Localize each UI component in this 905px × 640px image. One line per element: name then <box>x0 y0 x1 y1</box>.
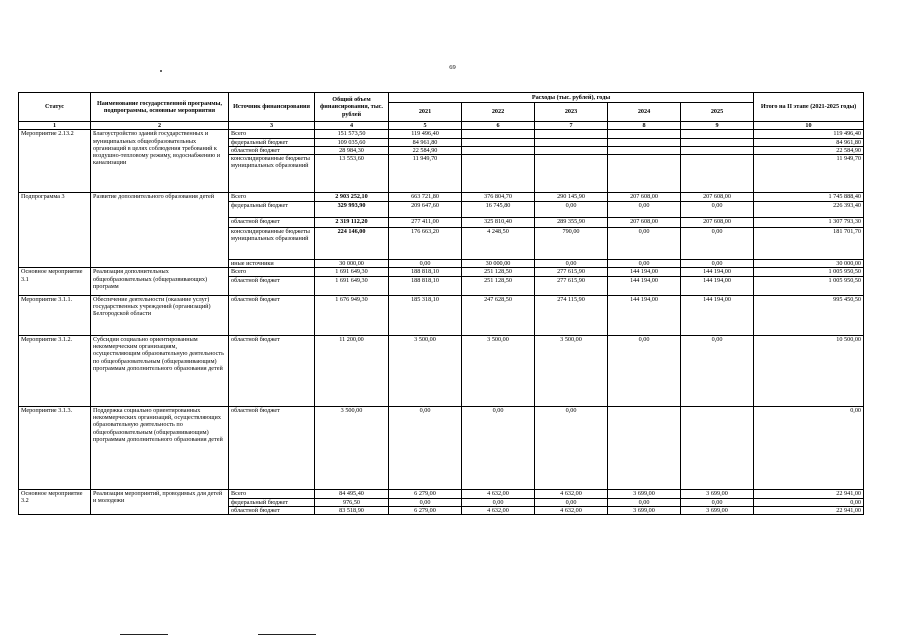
cell-year-value: 0,00 <box>462 498 535 506</box>
cell-year-value: 119 496,40 <box>389 130 462 138</box>
cell-stage-total: 119 496,40 <box>754 130 864 138</box>
cell-year-value: 0,00 <box>535 406 608 489</box>
table-row <box>19 193 864 202</box>
column-index: 6 <box>462 122 535 130</box>
cell-stage-total: 22 584,90 <box>754 146 864 154</box>
cell-year-value: 207 608,00 <box>681 193 754 202</box>
cell-year-value: 3 699,00 <box>681 489 754 498</box>
cell-year-value: 4 632,00 <box>462 489 535 498</box>
header-year: 2023 <box>535 103 608 122</box>
header-year: 2024 <box>608 103 681 122</box>
cell-year-value: 0,00 <box>681 498 754 506</box>
cell-total: 1 691 649,30 <box>315 268 389 276</box>
footer-rule <box>258 634 316 635</box>
header-expenses: Расходы (тыс. рублей), годы <box>389 93 754 103</box>
cell-total: 11 200,00 <box>315 335 389 406</box>
cell-year-value <box>462 155 535 193</box>
table-row <box>19 268 864 276</box>
row-source: иные источники <box>229 260 315 268</box>
cell-year-value: 207 608,00 <box>681 218 754 228</box>
page-number: 69 <box>449 64 456 71</box>
cell-year-value: 0,00 <box>535 498 608 506</box>
row-source: областной бюджет <box>229 335 315 406</box>
cell-year-value: 3 500,00 <box>389 335 462 406</box>
cell-year-value: 4 632,00 <box>535 507 608 515</box>
cell-year-value <box>535 130 608 138</box>
cell-year-value: 0,00 <box>608 335 681 406</box>
cell-total: 109 035,60 <box>315 138 389 146</box>
row-source: областной бюджет <box>229 146 315 154</box>
cell-total: 976,50 <box>315 498 389 506</box>
cell-stage-total: 22 941,00 <box>754 507 864 515</box>
cell-year-value <box>681 406 754 489</box>
cell-total: 3 500,00 <box>315 406 389 489</box>
cell-stage-total: 1 307 793,30 <box>754 218 864 228</box>
footer-rule <box>120 634 168 635</box>
cell-stage-total: 0,00 <box>754 406 864 489</box>
row-status: Подпрограмма 3 <box>19 193 91 268</box>
cell-year-value <box>608 155 681 193</box>
column-index: 7 <box>535 122 608 130</box>
cell-year-value <box>608 138 681 146</box>
cell-year-value: 663 721,80 <box>389 193 462 202</box>
column-index: 8 <box>608 122 681 130</box>
cell-year-value: 144 194,00 <box>608 295 681 335</box>
cell-year-value: 11 949,70 <box>389 155 462 193</box>
financing-table <box>18 92 864 515</box>
cell-year-value: 22 584,90 <box>389 146 462 154</box>
cell-year-value <box>462 138 535 146</box>
cell-year-value: 144 194,00 <box>681 268 754 276</box>
scan-dot <box>160 70 162 72</box>
cell-year-value: 3 500,00 <box>462 335 535 406</box>
cell-year-value <box>535 146 608 154</box>
cell-year-value <box>462 130 535 138</box>
row-source: консолидированные бюджеты муниципальных образований <box>229 155 315 193</box>
cell-year-value: 176 663,20 <box>389 228 462 260</box>
cell-year-value: 0,00 <box>681 202 754 218</box>
column-index: 5 <box>389 122 462 130</box>
row-name: Обеспечение деятельности (оказание услуг) государственных учреждений (организаций) Белгородской области <box>91 295 229 335</box>
column-index: 2 <box>91 122 229 130</box>
column-index: 4 <box>315 122 389 130</box>
table-row <box>19 489 864 498</box>
cell-total: 2 903 252,10 <box>315 193 389 202</box>
row-source: Всего <box>229 193 315 202</box>
table-row <box>19 295 864 335</box>
cell-year-value <box>608 406 681 489</box>
table-header <box>19 93 864 130</box>
row-source: Всего <box>229 130 315 138</box>
row-name: Поддержка социально ориентированных некоммерческих организаций, осуществляющих образовательную деятельность по общеобразовательным (общеразвивающим) программам дополнительного образования детей <box>91 406 229 489</box>
cell-year-value <box>462 146 535 154</box>
cell-year-value: 144 194,00 <box>608 268 681 276</box>
cell-total: 1 691 649,30 <box>315 276 389 295</box>
cell-year-value: 0,00 <box>535 260 608 268</box>
cell-year-value <box>608 130 681 138</box>
header-year: 2025 <box>681 103 754 122</box>
row-name: Субсидии социально ориентированным некоммерческим организациям, осуществляющим образовательную деятельность по общеобразовательным (общеразвивающим) программам дополнительного образования детей <box>91 335 229 406</box>
header-stage-total: Итого на II этапе (2021-2025 годы) <box>754 93 864 122</box>
cell-total: 224 146,00 <box>315 228 389 260</box>
cell-year-value: 0,00 <box>681 228 754 260</box>
cell-year-value: 277 411,00 <box>389 218 462 228</box>
cell-stage-total: 11 949,70 <box>754 155 864 193</box>
cell-year-value: 0,00 <box>535 202 608 218</box>
cell-year-value: 3 699,00 <box>681 507 754 515</box>
cell-year-value: 325 810,40 <box>462 218 535 228</box>
cell-year-value <box>681 146 754 154</box>
row-source: Всего <box>229 489 315 498</box>
cell-total: 2 319 112,20 <box>315 218 389 228</box>
cell-year-value: 185 318,10 <box>389 295 462 335</box>
row-status: Мероприятие 3.1.3. <box>19 406 91 489</box>
cell-stage-total: 226 393,40 <box>754 202 864 218</box>
cell-total: 30 000,00 <box>315 260 389 268</box>
cell-year-value: 0,00 <box>608 202 681 218</box>
table-row <box>19 130 864 138</box>
row-source: областной бюджет <box>229 406 315 489</box>
row-source: консолидированные бюджеты муниципальных образований <box>229 228 315 260</box>
row-source: федеральный бюджет <box>229 138 315 146</box>
cell-total: 151 573,50 <box>315 130 389 138</box>
column-index: 9 <box>681 122 754 130</box>
row-source: областной бюджет <box>229 276 315 295</box>
cell-year-value: 274 115,90 <box>535 295 608 335</box>
table-row <box>19 406 864 489</box>
cell-year-value: 209 647,60 <box>389 202 462 218</box>
cell-year-value: 4 632,00 <box>535 489 608 498</box>
header-total: Общий объем финансирования, тыс. рублей <box>315 93 389 122</box>
cell-year-value: 16 745,80 <box>462 202 535 218</box>
column-index: 1 <box>19 122 91 130</box>
cell-year-value <box>681 155 754 193</box>
cell-year-value: 144 194,00 <box>681 276 754 295</box>
row-source: федеральный бюджет <box>229 498 315 506</box>
financing-table-wrapper <box>18 92 863 515</box>
cell-year-value: 4 248,50 <box>462 228 535 260</box>
cell-year-value: 277 615,90 <box>535 268 608 276</box>
cell-stage-total: 30 000,00 <box>754 260 864 268</box>
row-status: Мероприятие 2.13.2 <box>19 130 91 193</box>
row-source: Всего <box>229 268 315 276</box>
cell-year-value: 0,00 <box>389 406 462 489</box>
cell-year-value: 6 279,00 <box>389 489 462 498</box>
row-source: областной бюджет <box>229 218 315 228</box>
cell-year-value: 289 355,90 <box>535 218 608 228</box>
cell-year-value: 376 804,70 <box>462 193 535 202</box>
cell-year-value: 6 279,00 <box>389 507 462 515</box>
cell-year-value: 3 500,00 <box>535 335 608 406</box>
row-source: областной бюджет <box>229 507 315 515</box>
cell-year-value: 0,00 <box>389 498 462 506</box>
table-row <box>19 335 864 406</box>
cell-stage-total: 1 745 888,40 <box>754 193 864 202</box>
header-status: Статус <box>19 93 91 122</box>
cell-stage-total: 1 005 950,50 <box>754 276 864 295</box>
cell-year-value: 3 699,00 <box>608 489 681 498</box>
cell-total: 13 553,60 <box>315 155 389 193</box>
cell-year-value: 0,00 <box>608 260 681 268</box>
cell-year-value <box>535 138 608 146</box>
cell-stage-total: 1 005 950,50 <box>754 268 864 276</box>
cell-total: 329 993,90 <box>315 202 389 218</box>
row-source: федеральный бюджет <box>229 202 315 218</box>
cell-year-value: 0,00 <box>389 260 462 268</box>
row-status: Основное мероприятие 3.2 <box>19 489 91 515</box>
cell-year-value: 30 000,00 <box>462 260 535 268</box>
cell-year-value <box>535 155 608 193</box>
row-status: Мероприятие 3.1.1. <box>19 295 91 335</box>
header-source: Источник финансирования <box>229 93 315 122</box>
column-index-row <box>19 122 864 130</box>
cell-total: 84 495,40 <box>315 489 389 498</box>
cell-stage-total: 10 500,00 <box>754 335 864 406</box>
cell-year-value: 0,00 <box>681 260 754 268</box>
column-index: 10 <box>754 122 864 130</box>
cell-year-value: 0,00 <box>608 498 681 506</box>
cell-total: 1 676 949,30 <box>315 295 389 335</box>
cell-year-value <box>681 130 754 138</box>
row-name: Реализация мероприятий, проводимых для детей и молодежи <box>91 489 229 515</box>
row-status: Мероприятие 3.1.2. <box>19 335 91 406</box>
cell-year-value: 290 145,90 <box>535 193 608 202</box>
cell-year-value: 144 194,00 <box>608 276 681 295</box>
cell-year-value: 0,00 <box>608 228 681 260</box>
column-index: 3 <box>229 122 315 130</box>
header-year: 2022 <box>462 103 535 122</box>
cell-year-value: 790,00 <box>535 228 608 260</box>
cell-year-value: 251 128,50 <box>462 276 535 295</box>
cell-year-value <box>681 138 754 146</box>
header-year: 2021 <box>389 103 462 122</box>
cell-year-value: 247 628,50 <box>462 295 535 335</box>
row-name: Развитие дополнительного образования детей <box>91 193 229 268</box>
cell-year-value: 84 961,80 <box>389 138 462 146</box>
row-source: областной бюджет <box>229 295 315 335</box>
row-status: Основное мероприятие 3.1 <box>19 268 91 295</box>
row-name: Реализация дополнительных общеобразовательных (общеразвивающих) программ <box>91 268 229 295</box>
cell-stage-total: 22 941,00 <box>754 489 864 498</box>
cell-stage-total: 995 450,50 <box>754 295 864 335</box>
row-name: Благоустройство зданий государственных и муниципальных общеобразовательных организаций в целях соблюдения требований к воздушно-тепловому режиму, водоснабжению и канализации <box>91 130 229 193</box>
cell-year-value: 207 608,00 <box>608 193 681 202</box>
cell-stage-total: 84 961,80 <box>754 138 864 146</box>
cell-total: 28 984,30 <box>315 146 389 154</box>
header-name: Наименование государственной программы, подпрограммы, основные мероприятия <box>91 93 229 122</box>
cell-year-value: 0,00 <box>681 335 754 406</box>
cell-stage-total: 181 701,70 <box>754 228 864 260</box>
cell-year-value: 188 818,10 <box>389 276 462 295</box>
cell-year-value: 0,00 <box>462 406 535 489</box>
cell-year-value: 144 194,00 <box>681 295 754 335</box>
cell-year-value: 207 608,00 <box>608 218 681 228</box>
cell-year-value <box>608 146 681 154</box>
cell-year-value: 3 699,00 <box>608 507 681 515</box>
cell-stage-total: 0,00 <box>754 498 864 506</box>
cell-year-value: 251 128,50 <box>462 268 535 276</box>
cell-total: 83 518,90 <box>315 507 389 515</box>
cell-year-value: 4 632,00 <box>462 507 535 515</box>
cell-year-value: 188 818,10 <box>389 268 462 276</box>
table-body <box>19 130 864 515</box>
cell-year-value: 277 615,90 <box>535 276 608 295</box>
